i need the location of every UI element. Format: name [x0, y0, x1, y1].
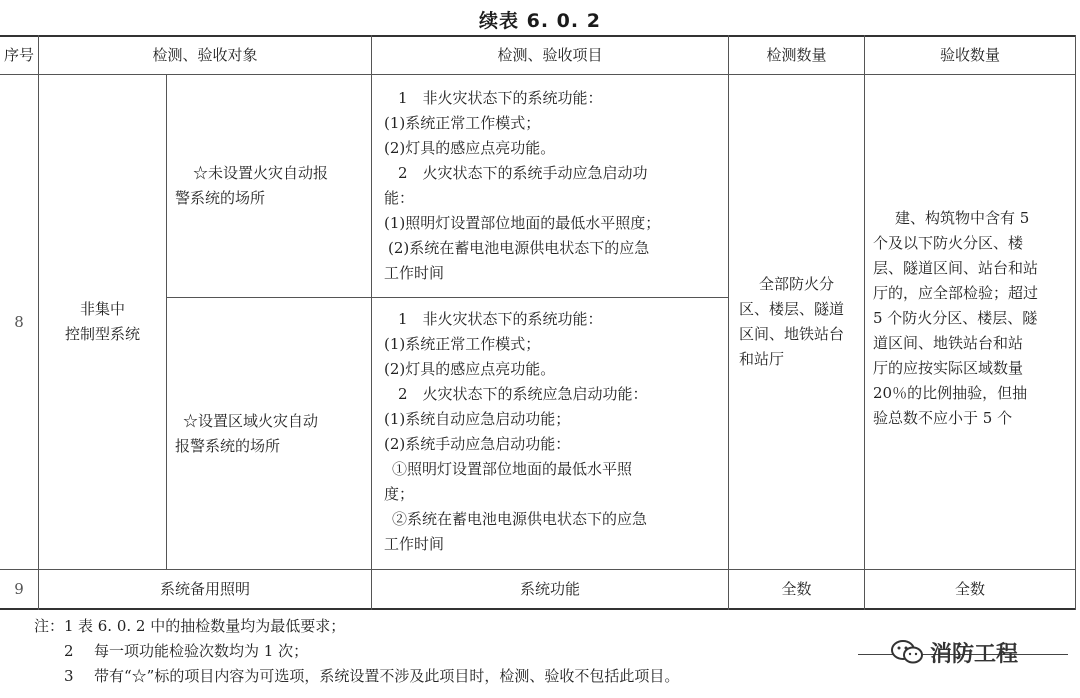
- header-item: 检测、验收项目: [497, 46, 603, 64]
- item-line: 1 非火灾状态下的系统功能：: [398, 310, 603, 328]
- row9-inspect-qty: 全数: [781, 579, 812, 598]
- note-1-num: 注：1: [34, 617, 74, 635]
- item-line: 能：: [384, 189, 415, 207]
- item-line: (1)系统正常工作模式；: [384, 114, 541, 132]
- row9-item: 系统功能: [519, 579, 580, 598]
- qty-line: 区、楼层、隧道: [739, 300, 845, 318]
- note-2: [36, 639, 679, 664]
- item-line: (2)灯具的感应点亮功能。: [384, 360, 556, 378]
- qty-line: 厅的，应全部检验；超过: [873, 284, 1039, 302]
- item-line: 工作时间: [384, 264, 445, 282]
- watermark: [890, 632, 1060, 672]
- qty-line: 20％的比例抽验，但抽: [873, 384, 1028, 402]
- qty-line: 厅的应按实际区域数量: [873, 359, 1024, 377]
- table-right-border: [1075, 35, 1076, 610]
- item-line: 2 火灾状态下的系统手动应急启动功: [398, 164, 648, 182]
- table-title: 续表 6. 0. 2: [479, 10, 601, 32]
- item-line: ②系统在蓄电池电源供电状态下的应急: [392, 510, 648, 528]
- item-line: 1 非火灾状态下的系统功能：: [398, 89, 603, 107]
- header-accept-qty: 验收数量: [939, 46, 1000, 64]
- row8-object: 非集中 控制型系统: [64, 300, 140, 343]
- item-line: (2)系统手动应急启动功能：: [384, 435, 571, 453]
- qty-line: 个及以下防火分区、楼: [873, 234, 1024, 252]
- qty-line: 全部防火分: [759, 275, 835, 293]
- header-no: 序号: [3, 46, 34, 64]
- note-1-text: 表 6. 0. 2 中的抽检数量均为最低要求；: [78, 617, 346, 635]
- row8-inspect-qty: [729, 272, 864, 372]
- note-3-num: 3: [64, 667, 74, 685]
- note-2-text: 每一项功能检验次数均为 1 次；: [94, 642, 309, 660]
- item-line: (1)系统自动应急启动功能；: [384, 410, 571, 428]
- qty-line: 5 个防火分区、楼层、隧: [873, 309, 1038, 327]
- header-object: 检测、验收对象: [152, 46, 258, 64]
- row8-sub1-name: ☆未设置火灾自动报 警系统的场所: [175, 164, 329, 207]
- note-2-num: 2: [64, 642, 74, 660]
- table-notes: [36, 614, 679, 689]
- item-line: 2 火灾状态下的系统应急启动功能：: [398, 385, 648, 403]
- qty-line: 验总数不应小于 5 个: [873, 409, 1013, 427]
- item-line: (1)照明灯设置部位地面的最低水平照度；: [384, 214, 661, 232]
- qty-line: 和站厅: [739, 350, 785, 368]
- row8-sub2-name: ☆设置区域火灾自动 报警系统的场所: [175, 411, 319, 455]
- item-line: ①照明灯设置部位地面的最低水平照: [392, 460, 633, 478]
- row8-accept-qty: [865, 206, 1075, 431]
- row9-no: 9: [14, 579, 24, 598]
- note-3-text: 带有“☆”标的项目内容为可选项，系统设置不涉及此项目时，检测、验收不包括此项目。: [94, 667, 680, 685]
- item-line: 工作时间: [384, 535, 445, 553]
- row9-object: 系统备用照明: [159, 579, 250, 598]
- item-line: (1)系统正常工作模式；: [384, 335, 541, 353]
- note-1: [36, 614, 679, 639]
- qty-line: 建、构筑物中含有 5: [895, 209, 1030, 227]
- note-3: [36, 664, 679, 689]
- qty-line: 道区间、地铁站台和站: [873, 334, 1024, 352]
- item-line: (2)灯具的感应点亮功能。: [384, 139, 556, 157]
- row8-sub1-cell: [167, 75, 371, 297]
- table-bottom-rule: [0, 608, 1076, 610]
- row8-no: 8: [14, 312, 24, 331]
- row8-sub1-items: [372, 86, 728, 286]
- header-inspect-qty: 检测数量: [766, 46, 827, 64]
- row9-accept-qty: 全数: [954, 579, 985, 598]
- item-line: (2)系统在蓄电池电源供电状态下的应急: [388, 239, 650, 257]
- item-line: 度；: [384, 485, 415, 503]
- row8-sub2-cell: [167, 298, 371, 569]
- qty-line: 层、隧道区间、站台和站: [873, 259, 1039, 277]
- qty-line: 区间、地铁站台: [739, 325, 845, 343]
- wechat-icon: [890, 638, 924, 666]
- watermark-text: 消防工程: [930, 641, 1019, 667]
- row8-sub2-items: [372, 307, 728, 557]
